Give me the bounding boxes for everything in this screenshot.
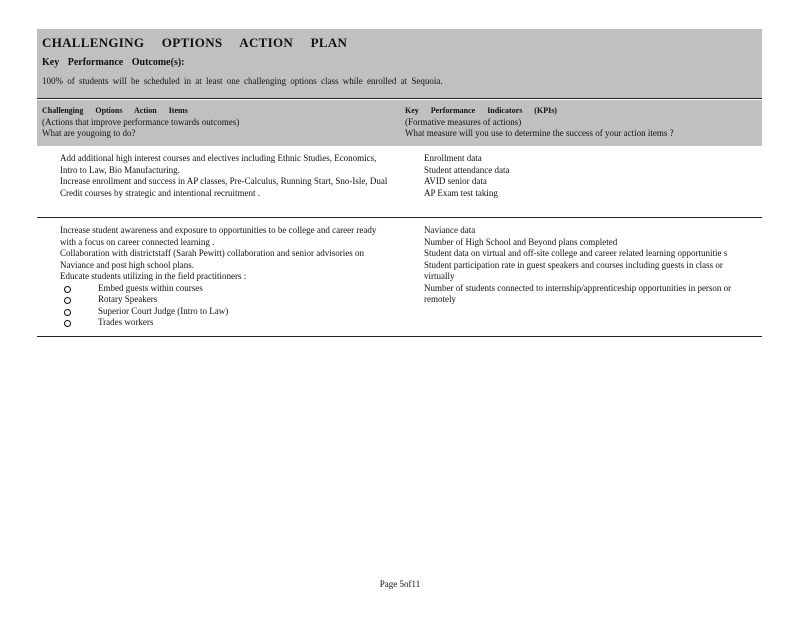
page-title: CHALLENGING OPTIONS ACTION PLAN — [42, 35, 348, 50]
plan-header — [37, 29, 762, 98]
sub-list-item — [62, 283, 392, 295]
list-item — [406, 176, 751, 188]
column-subtitle: (Actions that improve performance towards outcomes) — [42, 116, 240, 127]
list-item — [42, 225, 392, 248]
column-question: What are yougoing to do? — [42, 128, 136, 138]
list-item-text: Enrollment data — [424, 153, 482, 163]
list-item-text: Student data on virtual and off-site college and career related learning opportunitie s — [424, 248, 728, 258]
circle-bullet-icon — [64, 320, 71, 327]
column-header-action-items — [42, 105, 392, 140]
column-subtitle: (Formative measures of actions) — [405, 116, 522, 127]
sub-list-item-text: Superior Court Judge (Intro to Law) — [98, 305, 229, 316]
list-item — [406, 237, 751, 249]
list-item — [42, 248, 392, 271]
table-row-1-kpis — [406, 153, 751, 199]
list-item-text: Increase enrollment and success in AP classes, Pre-Calculus, Running Start, Sno-Isle, Dual Credit courses by strategic and intentional recruitment . — [60, 176, 388, 198]
sub-list-item — [62, 294, 392, 306]
divider-row-2 — [37, 336, 762, 337]
list-item — [406, 165, 751, 177]
page-number: Page 5of11 — [379, 579, 421, 589]
circle-bullet-icon — [64, 309, 71, 316]
sub-list-item-text: Embed guests within courses — [98, 282, 203, 293]
table-row-1-actions — [42, 153, 392, 199]
list-item — [42, 271, 392, 329]
list-item — [406, 248, 751, 260]
circle-bullet-icon — [64, 297, 71, 304]
column-title: Challenging Options Action Items — [42, 106, 188, 115]
list-item-text: Number of students connected to internship/apprenticeship opportunities in person or remotely — [424, 282, 732, 304]
list-item-text: Naviance data — [424, 225, 476, 235]
list-item — [406, 153, 751, 165]
column-question: What measure will you use to determine the success of your action items ? — [405, 128, 674, 138]
circle-bullet-icon — [64, 286, 71, 293]
table-column-headers — [37, 100, 762, 146]
sub-list — [60, 283, 392, 329]
table-row-2-kpis — [406, 225, 751, 306]
list-item-text: AP Exam test taking — [424, 187, 498, 198]
list-item-text: Student participation rate in guest speakers and courses including guests in class or virtually — [424, 259, 723, 281]
list-item — [406, 225, 751, 237]
outcome-label: Key Performance Outcome(s): — [42, 57, 185, 68]
list-item-text: Educate students utilizing in the field practitioners : — [60, 271, 247, 281]
sub-list-item — [62, 317, 392, 329]
list-item-text: Number of High School and Beyond plans completed — [424, 236, 618, 247]
list-item — [406, 260, 751, 283]
divider-top — [37, 98, 762, 99]
sub-list-item — [62, 306, 392, 318]
list-item-text: AVID senior data — [424, 176, 487, 186]
list-item-text: Add additional high interest courses and electives including Ethnic Studies, Economics, Intro to Law, Bio Manufacturing. — [60, 153, 377, 175]
column-title: Key Performance Indicators (KPIs) — [405, 106, 557, 115]
list-item — [406, 283, 751, 306]
table-row-2-actions — [42, 225, 392, 329]
sub-list-item-text: Rotary Speakers — [98, 294, 158, 304]
list-item — [42, 153, 392, 176]
outcome-statement: 100% of students will be scheduled in at least one challenging options class while enrolled at Sequoia. — [42, 76, 443, 86]
column-header-kpis — [405, 105, 755, 140]
sub-list-item-text: Trades workers — [98, 317, 154, 327]
list-item-text: Student attendance data — [424, 164, 510, 175]
divider-row-1 — [37, 217, 762, 218]
list-item — [42, 176, 392, 199]
list-item — [406, 188, 751, 200]
list-item-text: Increase student awareness and exposure to opportunities to be college and career ready with a focus on career connected learning . — [60, 225, 377, 247]
list-item-text: Collaboration with districtstaff (Sarah Pewitt) collaboration and senior advisories on Naviance and post high school plans. — [60, 248, 365, 270]
